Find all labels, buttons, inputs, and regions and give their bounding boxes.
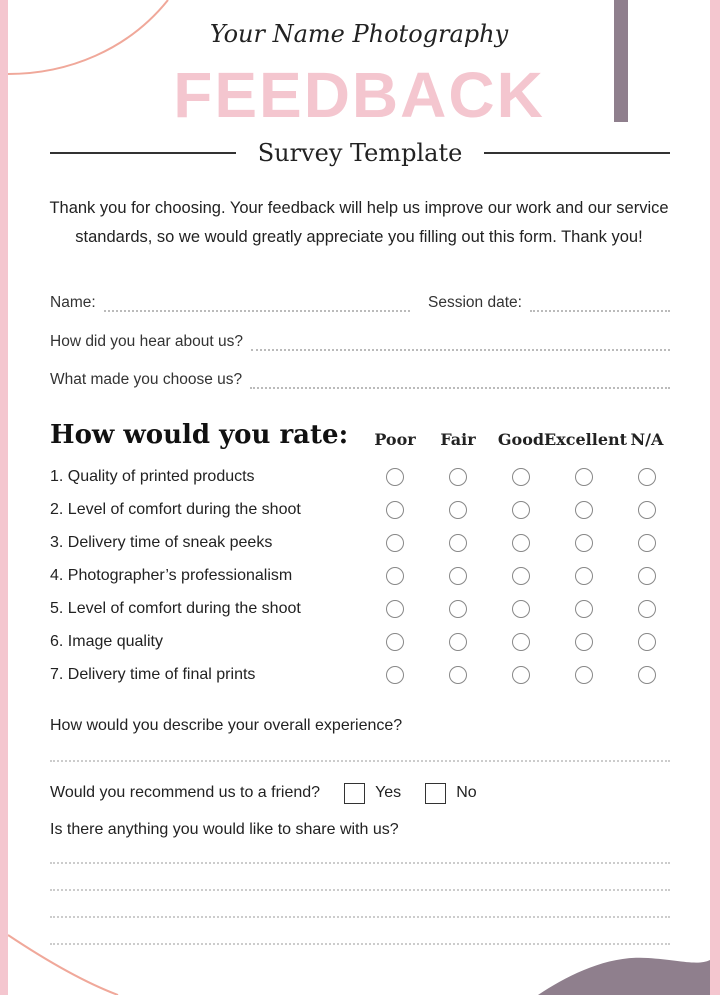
radio-excellent[interactable]	[575, 600, 593, 618]
rating-question-label: 4. Photographer’s professionalism	[50, 567, 293, 584]
column-header-good: Good	[497, 430, 545, 449]
radio-good[interactable]	[512, 534, 530, 552]
recommend-row	[50, 780, 477, 806]
rating-row	[50, 664, 670, 688]
bottom-right-blob	[538, 958, 710, 995]
radio-fair[interactable]	[449, 534, 467, 552]
page-subtitle: Survey Template	[257, 139, 463, 167]
column-header-fair: Fair	[440, 430, 476, 449]
recommend-no-label: No	[456, 784, 477, 801]
name-line[interactable]	[104, 300, 410, 312]
radio-excellent[interactable]	[575, 501, 593, 519]
share-line[interactable]	[50, 943, 670, 945]
share-line[interactable]	[50, 916, 670, 918]
radio-poor[interactable]	[386, 501, 404, 519]
radio-poor[interactable]	[386, 534, 404, 552]
rating-question-label: 7. Delivery time of final prints	[50, 666, 256, 683]
radio-fair[interactable]	[449, 468, 467, 486]
choose-us-label: What made you choose us?	[50, 371, 243, 388]
subtitle-row	[50, 137, 670, 169]
recommend-yes-label: Yes	[375, 784, 402, 801]
radio-na[interactable]	[638, 600, 656, 618]
radio-good[interactable]	[512, 666, 530, 684]
session-date-field[interactable]	[428, 294, 670, 312]
column-header-poor: Poor	[374, 430, 416, 449]
rating-question-label: 2. Level of comfort during the shoot	[50, 501, 301, 518]
name-field[interactable]	[50, 294, 410, 312]
radio-fair[interactable]	[449, 567, 467, 585]
share-question: Is there anything you would like to share with us?	[50, 821, 399, 838]
rating-row	[50, 631, 670, 655]
overall-experience-question: How would you describe your overall experience?	[50, 717, 403, 734]
recommend-yes-checkbox[interactable]	[344, 783, 365, 804]
radio-poor[interactable]	[386, 666, 404, 684]
recommend-no-checkbox[interactable]	[425, 783, 446, 804]
radio-na[interactable]	[638, 633, 656, 651]
choose-us-field[interactable]	[50, 371, 670, 389]
radio-excellent[interactable]	[575, 534, 593, 552]
radio-excellent[interactable]	[575, 468, 593, 486]
radio-poor[interactable]	[386, 633, 404, 651]
page-title: FEEDBACK	[173, 59, 545, 131]
column-header-excellent: Excellent	[544, 430, 628, 449]
radio-excellent[interactable]	[575, 666, 593, 684]
rating-question-label: 5. Level of comfort during the shoot	[50, 600, 301, 617]
subtitle-rule-left	[50, 152, 236, 154]
radio-poor[interactable]	[386, 600, 404, 618]
radio-poor[interactable]	[386, 567, 404, 585]
heard-about-field[interactable]	[50, 333, 670, 351]
radio-good[interactable]	[512, 633, 530, 651]
radio-fair[interactable]	[449, 501, 467, 519]
rating-row	[50, 532, 670, 556]
radio-poor[interactable]	[386, 468, 404, 486]
radio-na[interactable]	[638, 534, 656, 552]
share-line[interactable]	[50, 889, 670, 891]
session-date-line[interactable]	[530, 300, 670, 312]
intro-text: Thank you for choosing. Your feedback will help us improve our work and our service standards, so we would greatly appreciate you filling out this form. Thank you!	[49, 199, 669, 246]
rating-question-label: 3. Delivery time of sneak peeks	[50, 534, 273, 551]
radio-good[interactable]	[512, 501, 530, 519]
radio-excellent[interactable]	[575, 633, 593, 651]
radio-fair[interactable]	[449, 666, 467, 684]
session-date-label: Session date:	[428, 294, 522, 311]
recommend-question: Would you recommend us to a friend?	[50, 784, 321, 801]
radio-fair[interactable]	[449, 600, 467, 618]
rating-row	[50, 499, 670, 523]
heard-about-line[interactable]	[251, 339, 670, 351]
radio-na[interactable]	[638, 501, 656, 519]
radio-good[interactable]	[512, 468, 530, 486]
overall-experience-line[interactable]	[50, 760, 670, 762]
radio-good[interactable]	[512, 600, 530, 618]
name-label: Name:	[50, 294, 96, 311]
radio-excellent[interactable]	[575, 567, 593, 585]
rating-question-label: 1. Quality of printed products	[50, 468, 255, 485]
radio-na[interactable]	[638, 567, 656, 585]
radio-na[interactable]	[638, 666, 656, 684]
radio-good[interactable]	[512, 567, 530, 585]
rating-question-label: 6. Image quality	[50, 633, 163, 650]
column-header-na: N/A	[630, 430, 664, 449]
studio-name: Your Name Photography	[209, 20, 509, 48]
radio-na[interactable]	[638, 468, 656, 486]
subtitle-rule-right	[484, 152, 670, 154]
share-line[interactable]	[50, 862, 670, 864]
radio-fair[interactable]	[449, 633, 467, 651]
choose-us-line[interactable]	[250, 377, 670, 389]
rating-row	[50, 466, 670, 490]
rating-row	[50, 598, 670, 622]
rating-row	[50, 565, 670, 589]
rating-title: How would you rate:	[50, 420, 349, 450]
heard-about-label: How did you hear about us?	[50, 333, 244, 350]
feedback-form-page	[8, 0, 710, 995]
